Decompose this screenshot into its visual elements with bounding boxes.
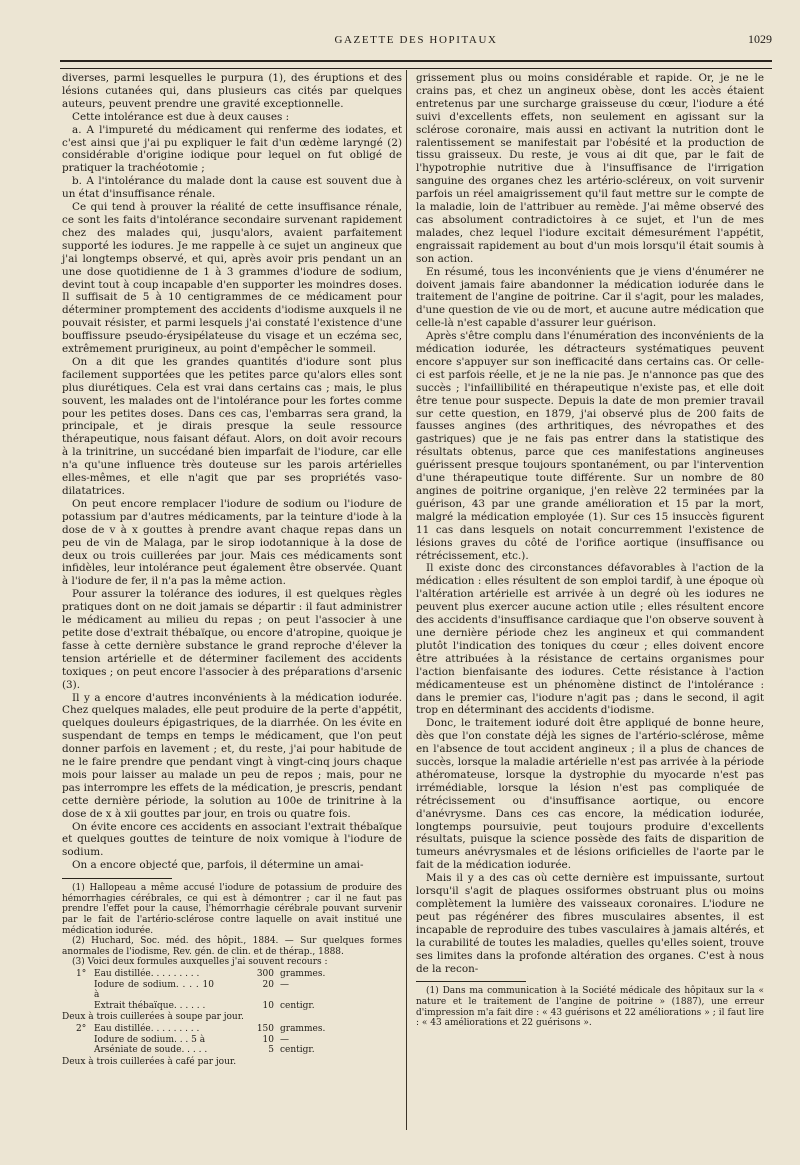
footnote: (2) Huchard, Soc. méd. des hôpit., 1884. — Sur quelques formes anormales de l'iodisme, Rev. gén. de clin. et de thérap., 1888. xyxy=(62,936,402,957)
formula-row: 1° Eau distillée. . . . . . . . . 300 grammes. xyxy=(76,968,326,979)
footnote-rule xyxy=(416,981,526,982)
paragraph: Ce qui tend à prouver la réalité de cette insuffisance rénale, ce sont les faits d'intolérance secondaire survenant rapidement chez des malades qui, jusqu'alors, avaient parfaitement supporté les iodures. Je me rappelle à ce sujet un angineux que j'ai longtemps observé, et qui, après avoir pris pendant un an une dose quotidienne de 1 à 3 grammes d'iodure de sodium, devint tout à coup incapable d'en supporter les moindres doses. Il suffisait de 5 à 10 centigrammes de ce médicament pour déterminer promptement des accidents d'iodisme auxquels il ne pouvait résister, et parmi lesquels j'ai constaté l'existence d'une bouffissure pseudo-érysipélateuse du visage et un eczéma sec, extrêmement prurigineux, au point d'empêcher le sommeil. xyxy=(62,201,402,356)
footnotes xyxy=(62,883,402,1067)
footnotes xyxy=(416,986,764,1028)
paragraph: Cette intolérance est due à deux causes : xyxy=(72,110,290,123)
paragraph: On peut encore remplacer l'iodure de sodium ou l'iodure de potassium par d'autres médicaments, par la teinture d'iode à la dose de v à x gouttes à prendre avant chaque repas dans un peu de vin de Malaga, par le sirop iodotannique à la dose de deux ou trois cuillerées par jour. Mais ces médicaments sont infidèles, leur intolérance peut également être observée. Quant à l'iodure de fer, il n'a pas la même action. xyxy=(62,497,402,588)
formula-1 xyxy=(76,969,402,1011)
paragraph: Après s'être complu dans l'énumération des inconvénients de la médication iodurée, les détracteurs systématiques peuvent encore s'appuyer sur son inefficacité dans certains cas. Or celle-ci est parfois réelle, et je ne la nie pas. Je n'annonce pas que des succès ; l'infaillibilité en thérapeutique n'existe pas, et elle doit être tenue pour suspecte. Depuis la date de mon premier travail sur cette question, en 1879, j'ai observé plus de 200 faits de fausses angines (des arthritiques, des névropathes et des gastriques) que je ne fais pas entrer dans la statistique des résultats obtenus, parce que ces manifestations angineuses guérissent presque toujours spontanément, ou par l'intervention d'une thérapeutique toute différente. Sur un nombre de 80 angines de poitrine organique, j'en relève 22 terminées par la guérison, 43 par une grande amélioration et 15 par la mort, malgré la médication employée (1). Sur ces 15 insuccès figurent 11 cas dans lesquels on notait concurremment l'existence de lésions graves du côté de l'orifice aortique (insuffisance ou rétrécissement, etc.). xyxy=(416,330,764,562)
paragraph: Mais il y a des cas où cette dernière est impuissante, surtout lorsqu'il s'agit de plaques ossiformes obstruant plus ou moins complètement la lumière des vaisseaux coronaires. L'iodure ne peut pas régénérer des fibres musculaires absentes, il est incapable de reproduire des tubes vasculaires à jamais altérés, et la curabilité de toutes les maladies, quelles qu'elles soient, trouve ses limites dans la profonde altération des organes. C'est à nous de la recon- xyxy=(416,872,765,975)
header-rule xyxy=(60,60,772,69)
formula-row: Iodure de sodium. . . . 10 à 20 — xyxy=(94,979,289,1001)
footnote: (3) Voici deux formules auxquelles j'ai souvent recours : xyxy=(72,957,328,968)
formula-row: 2° Eau distillée. . . . . . . . . 150 grammes. xyxy=(76,1023,326,1034)
formula-row: Arséniate de soude. . . . . 5 centigr. xyxy=(94,1045,315,1056)
paragraph: b. A l'intolérance du malade dont la cause est souvent due à un état d'insuffisance rénale. xyxy=(62,175,402,201)
paragraph: Donc, le traitement ioduré doit être appliqué de bonne heure, dès que l'on constate déjà les signes de l'artério-sclérose, même en l'absence de tout accident angineux ; il a plus de chances de succès, lorsque la maladie artérielle n'est pas arrivée à la période athéromateuse, lorsque la dystrophie du myocarde n'est pas irrémédiable, lorsque la lésion n'est pas compliquée de rétrécissement ou d'insuffisance aortique, ou encore d'anévrysme. Dans ces cas encore, la médication iodurée, longtemps poursuivie, peut toujours produire d'excellents résultats, puisque la science possède des faits de disparition de tumeurs anévrysmales et de lésions orificielles de l'aorte par le fait de la médication iodurée. xyxy=(416,717,764,872)
paragraph: On a dit que les grandes quantités d'iodure sont plus facilement supportées que les petites parce qu'alors elles sont plus diurétiques. Cela est vrai dans certains cas ; mais, le plus souvent, les malades ont de l'intolérance pour les fortes comme pour les petites doses. Dans ces cas, l'embarras sera grand, la principale, et je dirais presque la seule ressource thérapeutique, nous faisant défaut. Alors, on doit avoir recours à la trinitrine, un succédané bien imparfait de l'iodure, car elle n'a qu'une influence très douteuse sur les parois artérielles elles-mêmes, et elle n'agit que par ses propriétés vaso-dilatatrices. xyxy=(62,355,402,497)
footnote: (1) Hallopeau a même accusé l'iodure de potassium de produire des hémorrhagies cérébrales, ce qui est à démontrer ; car il ne faut pas prendre l'effet pour la cause, l'hémorrhagie cérébrale pouvant survenir par le fait de l'artério-sclérose contre laquelle on avait institué une médication iodurée. xyxy=(62,883,402,936)
paragraph: diverses, parmi lesquelles le purpura (1), des éruptions et des lésions cutanées qui, dans plusieurs cas cités par quelques auteurs, peuvent prendre une gravité exceptionnelle. xyxy=(62,72,402,110)
paragraph: Pour assurer la tolérance des iodures, il est quelques règles pratiques dont on ne doit jamais se départir : il faut administrer le médicament au milieu du repas ; on peut l'associer à une petite dose d'extrait thébaïque, ou encore d'atropine, quoique je fasse à cette dernière substance le grand reproche d'élever la tension artérielle et de déterminer facilement des accidents toxiques ; on peut encore l'associer à des préparations d'arsenic (3). xyxy=(62,588,402,691)
formula-2 xyxy=(76,1024,402,1056)
paragraph: Il existe donc des circonstances défavorables à l'action de la médication : elles résultent de son emploi tardif, à une époque où l'altération artérielle est arrivée à un degré où les iodures ne peuvent plus exercer aucune action utile ; elles résultent encore des accidents d'insuffisance cardiaque que l'on observe souvent à une dernière période chez les angineux et qui commandent plutôt l'indication des toniques du cœur ; elles doivent encore être attribuées à la résistance de certains organismes pour l'action bienfaisante des iodures. Cette résistance à l'action médicamenteuse est un phénomène distinct de l'intolérance : dans le premier cas, l'iodure n'agit pas ; dans le second, il agit trop en déterminant des accidents d'iodisme. xyxy=(416,562,764,717)
footnote: (1) Dans ma communication à la Société médicale des hôpitaux sur la « nature et le traitement de l'angine de poitrine » (1887), une erreur d'impression m'a fait dire : « 43 guérisons et 22 améliorations » ; il faut lire : « 43 améliorations et 22 guérisons ». xyxy=(416,986,764,1029)
journal-title: GAZETTE DES HOPITAUX xyxy=(334,34,498,46)
formula-note: Deux à trois cuillerées à café par jour. xyxy=(62,1056,237,1067)
footnote-rule xyxy=(62,878,172,879)
paragraph: Il y a encore d'autres inconvénients à la médication iodurée. Chez quelques malades, elle peut produire de la perte d'appétit, quelques douleurs épigastriques, de la diarrhée. On les évite en suspendant de temps en temps le médicament, que l'on peut donner parfois en lavement ; et, du reste, j'ai pour habitude de ne le faire prendre que pendant vingt à vingt-cinq jours chaque mois pour laisser au malade un peu de repos ; mais, pour ne pas interrompre les effets de la médication, je prescris, pendant cette dernière période, la solution au 100e de trinitrine à la dose de x à xii gouttes par jour, en trois ou quatre fois. xyxy=(62,691,402,820)
formula-row: Iodure de sodium. . . 5 à 10 — xyxy=(94,1034,289,1045)
left-column xyxy=(62,72,402,1067)
paragraph: a. A l'impureté du médicament qui renferme des iodates, et c'est ainsi que j'ai pu expliquer le fait d'un œdème laryngé (2) considérable d'origine iodique pour lequel on fut obligé de pratiquer la trachéotomie ; xyxy=(62,123,402,175)
page-header xyxy=(60,28,772,56)
right-column xyxy=(416,72,764,1029)
column-divider xyxy=(406,70,407,1130)
formula-row: Extrait thébaïque. . . . . . 10 centigr. xyxy=(94,1000,315,1011)
paragraph: On a encore objecté que, parfois, il détermine un amai- xyxy=(72,859,364,872)
page-number: 1029 xyxy=(748,32,772,46)
formula-note: Deux à trois cuillerées à soupe par jour. xyxy=(62,1012,244,1023)
paragraph: grissement plus ou moins considérable et rapide. Or, je ne le crains pas, et chez un angineux obèse, dont les accès étaient entretenus par une surcharge graisseuse du cœur, l'iodure a été suivi d'excellents effets, non seulement en agissant sur la sclérose coronaire, mais aussi en activant la nutrition dont le ralentissement se manifestait par l'obésité et la production de tissu graisseux. Du reste, je vous ai dit que, par le fait de l'hypotrophie nutritive due à l'insuffisance de l'irrigation sanguine des organes chez les artério-scléreux, on voit survenir parfois un réel amaigrissement qu'il faut mettre sur le compte de la maladie, loin de l'attribuer au remède. J'ai même observé des cas absolument contradictoires à ce sujet, et l'un de mes malades, chez lequel l'iodure excitait démesurément l'appétit, engraissait rapidement au bout d'un mois lorsqu'il était soumis à son action. xyxy=(416,72,764,265)
paragraph: En résumé, tous les inconvénients que je viens d'énumérer ne doivent jamais faire abandonner la médication iodurée dans le traitement de l'angine de poitrine. Car il s'agit, pour les malades, d'une question de vie ou de mort, et aucune autre médication que celle-là n'est capable d'assurer leur guérison. xyxy=(416,265,764,330)
paragraph: On évite encore ces accidents en associant l'extrait thébaïque et quelques gouttes de teinture de noix vomique à l'iodure de sodium. xyxy=(62,820,402,859)
